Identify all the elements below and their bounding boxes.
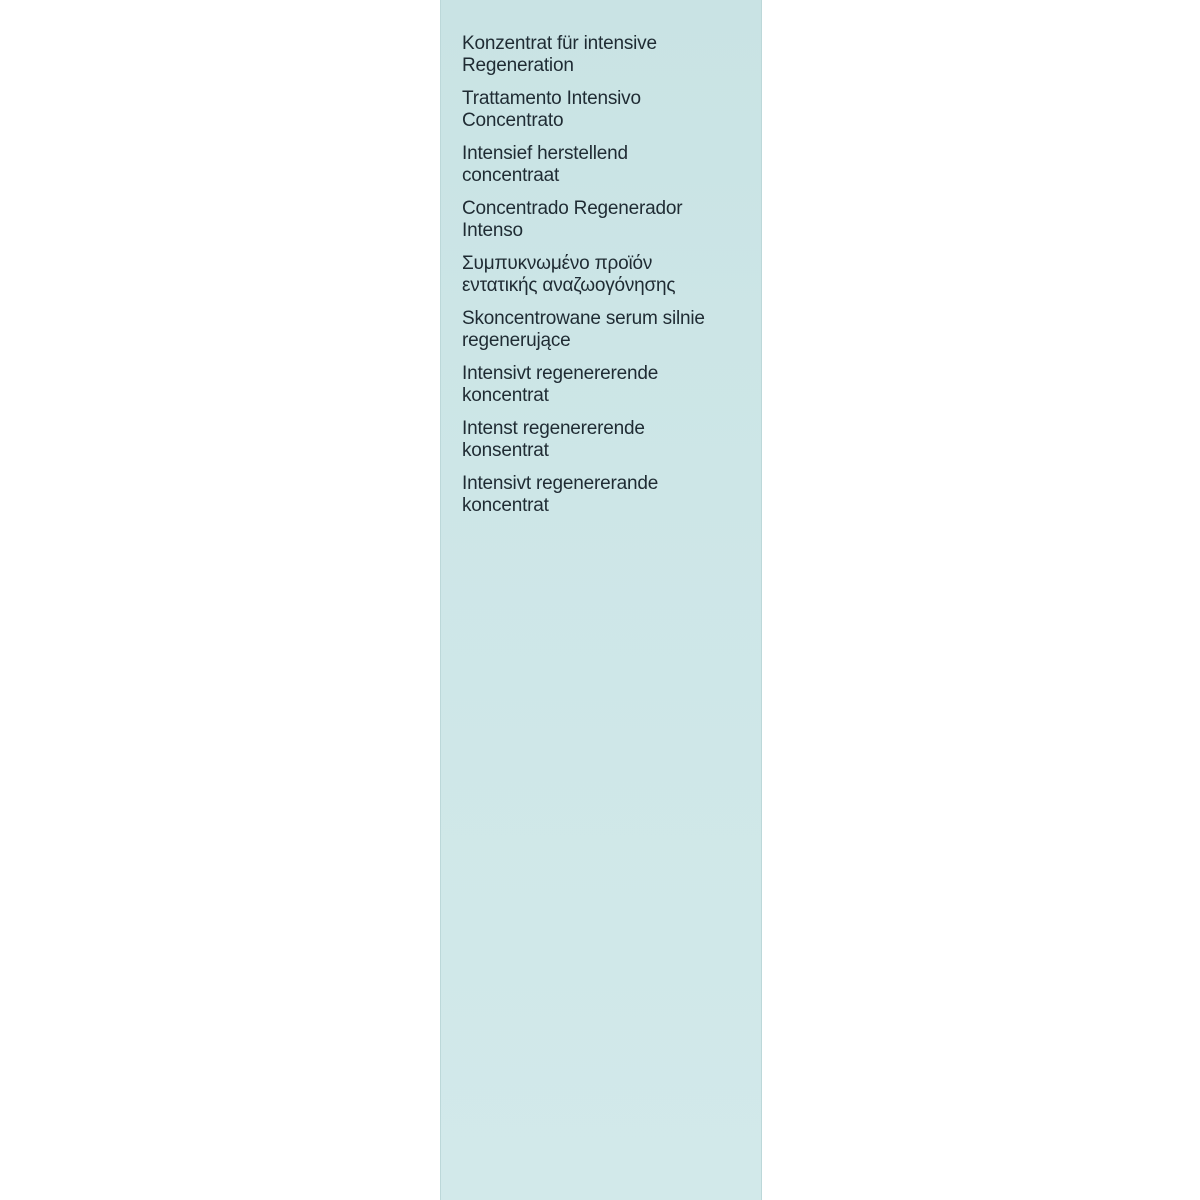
product-name-greek: Συμπυκνωμένο προϊόν εντατικής αναζωογόνησης xyxy=(462,253,676,296)
product-name-italian: Trattamento Intensivo Concentrato xyxy=(462,88,641,131)
product-name-dutch: Intensief herstellend concentraat xyxy=(462,143,628,186)
panel-left-edge xyxy=(440,0,441,1200)
box-side-panel xyxy=(440,0,762,1200)
product-name-list xyxy=(462,33,757,528)
product-name-danish: Intensivt regenererende koncentrat xyxy=(462,363,659,406)
product-name-spanish: Concentrado Regenerador Intenso xyxy=(462,198,683,241)
panel-right-edge xyxy=(761,0,762,1200)
product-name-polish: Skoncentrowane serum silnie regenerujące xyxy=(462,308,705,351)
product-name-swedish: Intensivt regenererande koncentrat xyxy=(462,473,659,516)
product-name-german: Konzentrat für intensive Regeneration xyxy=(462,33,657,76)
product-name-norwegian: Intenst regenererende konsentrat xyxy=(462,418,645,461)
